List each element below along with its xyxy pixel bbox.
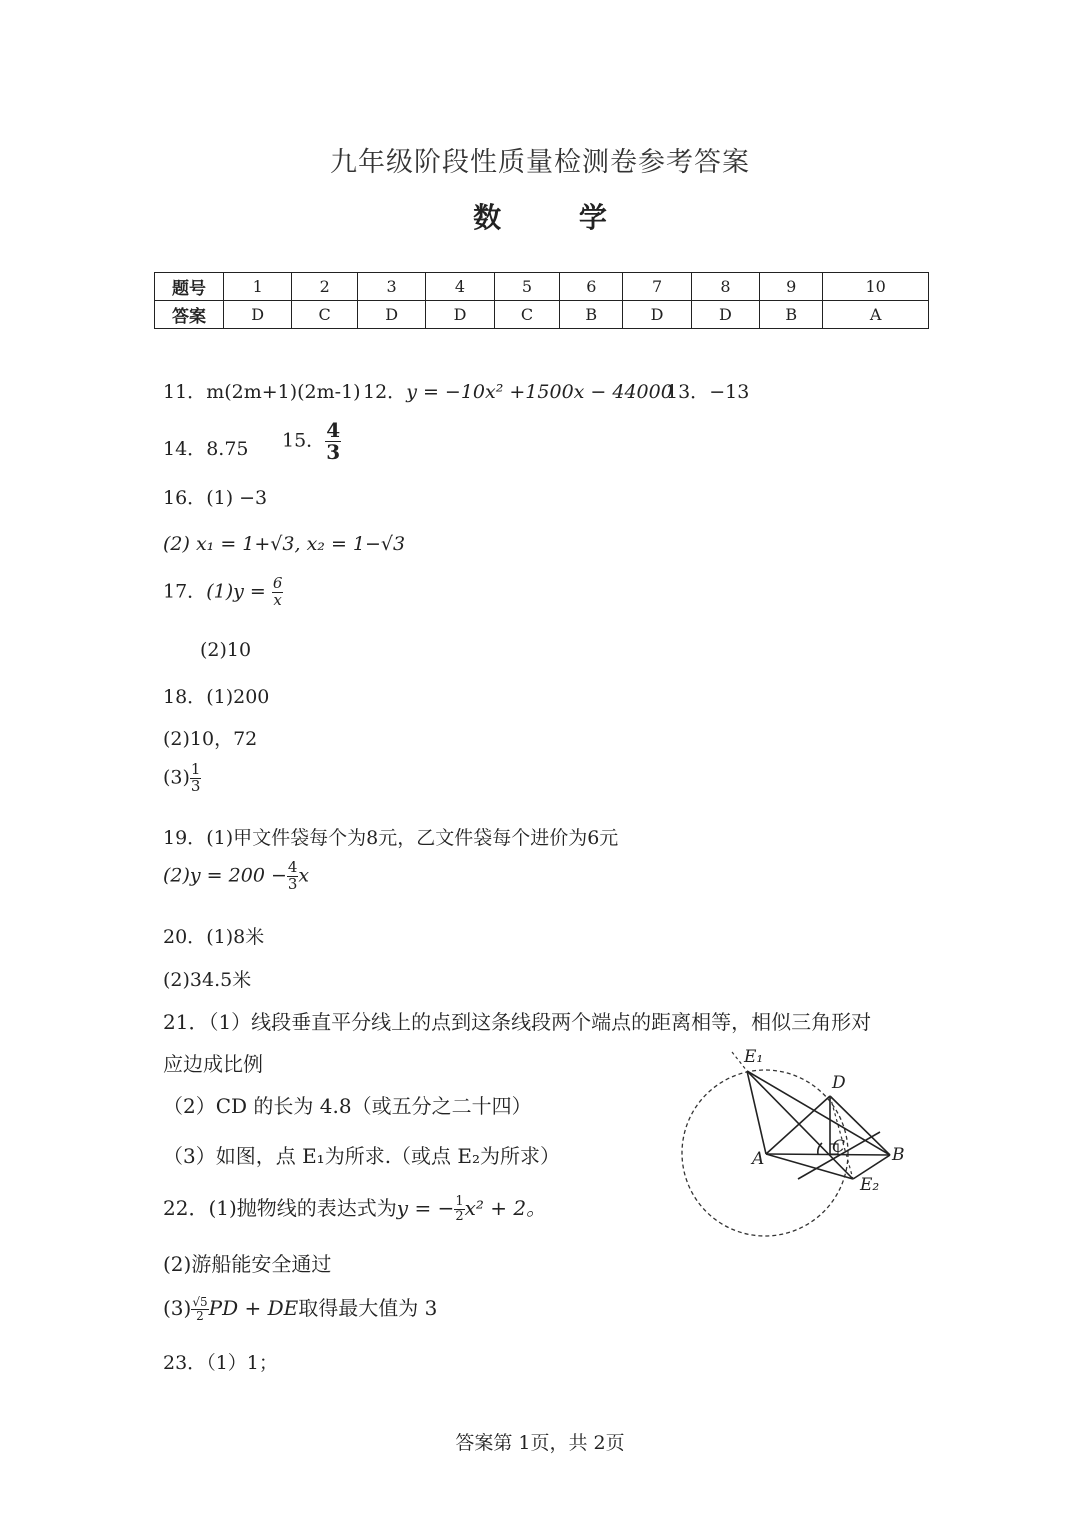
q22-1-denominator: 2 — [455, 1209, 464, 1224]
answer-table — [154, 272, 929, 329]
q22-1-numerator: 1 — [455, 1194, 464, 1210]
answer-cell: B — [760, 301, 823, 329]
q22-3-fraction — [191, 1296, 208, 1322]
q17-1-prefix: (1)y = — [206, 580, 266, 603]
segment-e1-b — [747, 1071, 890, 1155]
q20-1-text: (1)8米 — [206, 926, 265, 948]
q19-number: 19． — [163, 827, 207, 849]
q18-1-text: (1)200 — [206, 686, 270, 708]
q23-number: 23． — [163, 1352, 207, 1374]
q22-1-fraction — [454, 1195, 464, 1223]
question-number-cell: 10 — [823, 273, 929, 301]
q22-3-numerator: √5 — [192, 1295, 208, 1310]
answer-cell: C — [494, 301, 560, 329]
q19-2-fraction — [287, 860, 299, 893]
question-number-cell: 1 — [224, 273, 292, 301]
q14-text: 8.75 — [206, 438, 249, 460]
answer-table-answer-row — [155, 301, 929, 329]
answer-q17-1 — [163, 576, 283, 609]
q22-1-expr-a: y = − — [396, 1196, 455, 1220]
geometry-figure — [670, 1040, 920, 1250]
q19-2-denominator: 3 — [287, 874, 298, 893]
answer-q12 — [363, 377, 673, 404]
label-e1: E₁ — [744, 1047, 764, 1067]
row-label-answer: 答案 — [155, 301, 224, 329]
question-number-cell: 2 — [292, 273, 358, 301]
question-number-cell: 4 — [426, 273, 494, 301]
q15-fraction — [325, 420, 341, 463]
answer-q20-1 — [163, 922, 264, 949]
q19-2-suffix: x — [298, 864, 310, 887]
q18-2-text: (2)10，72 — [163, 728, 258, 750]
label-d: D — [832, 1073, 846, 1093]
answer-q16-2 — [163, 533, 405, 555]
q17-2-text: (2)10 — [200, 639, 252, 661]
answer-q22-2 — [163, 1248, 331, 1277]
question-number-cell: 7 — [623, 273, 691, 301]
q22-number: 22． — [163, 1196, 209, 1220]
answer-q15 — [282, 420, 341, 463]
answer-cell: C — [292, 301, 358, 329]
q22-2-text: (2)游船能安全通过 — [163, 1252, 332, 1276]
answer-q16-1 — [163, 483, 267, 510]
q15-number: 15． — [282, 429, 326, 452]
answer-cell: D — [623, 301, 691, 329]
answer-q18-2 — [163, 724, 257, 751]
q17-denominator: x — [273, 590, 282, 609]
q15-numerator: 4 — [326, 418, 341, 442]
row-label-question: 题号 — [155, 273, 224, 301]
q17-numerator: 6 — [272, 574, 283, 592]
label-a: A — [752, 1149, 765, 1169]
q23-1-text: （1）1； — [206, 1352, 278, 1374]
q21-1b-text: 应边成比例 — [163, 1052, 263, 1076]
q18-3-prefix: (3) — [163, 766, 190, 789]
q20-number: 20． — [163, 926, 207, 948]
q22-1-expr-b: x² + 2。 — [464, 1196, 547, 1220]
answer-q21-1a — [163, 1006, 871, 1035]
q21-2-text: （2）CD 的长为 4.8（或五分之二十四） — [163, 1094, 532, 1118]
answer-q22-1 — [163, 1192, 546, 1224]
answer-q13 — [666, 377, 749, 404]
answer-q21-3 — [163, 1140, 560, 1169]
q13-number: 13． — [666, 381, 710, 403]
q18-3-numerator: 1 — [190, 760, 201, 778]
q11-number: 11． — [163, 381, 207, 403]
q15-denominator: 3 — [326, 440, 341, 464]
q12-text: y = −10x² +1500x − 44000 — [406, 381, 673, 403]
q22-3-suffix: 取得最大值为 3 — [298, 1296, 438, 1320]
answer-q17-2 — [200, 639, 251, 661]
answer-cell: D — [426, 301, 494, 329]
answer-cell: D — [224, 301, 292, 329]
question-number-cell: 3 — [357, 273, 425, 301]
q21-1a-text: （1）线段垂直平分线上的点到这条线段两个端点的距离相等，相似三角形对 — [208, 1010, 872, 1034]
label-b: B — [892, 1145, 905, 1165]
q19-2-prefix: (2)y = 200 − — [163, 864, 287, 887]
answer-q19-2 — [163, 860, 309, 893]
answer-q11 — [163, 377, 361, 404]
q18-3-fraction — [190, 762, 202, 795]
q19-2-numerator: 4 — [287, 858, 298, 876]
answer-q21-1b — [163, 1048, 263, 1077]
q21-3-text: （3）如图，点 E₁为所求.（或点 E₂为所求） — [163, 1144, 561, 1168]
segment-e1-a — [747, 1071, 766, 1154]
question-number-cell: 5 — [494, 273, 560, 301]
q17-number: 17． — [163, 580, 207, 603]
q16-2-text: (2) x₁ = 1+√3, x₂ = 1−√3 — [163, 533, 406, 555]
q13-text: −13 — [709, 381, 750, 403]
q16-1-text: (1) −3 — [206, 487, 268, 509]
q22-3-denominator: 2 — [196, 1309, 204, 1323]
segment-a-b — [766, 1154, 890, 1155]
answer-cell: B — [560, 301, 623, 329]
q20-2-text: (2)34.5米 — [163, 969, 252, 991]
answer-cell: D — [691, 301, 759, 329]
q11-text: m(2m+1)(2m-1) — [206, 381, 361, 403]
q17-fraction — [272, 576, 284, 609]
q19-1-text: (1)甲文件袋每个为8元，乙文件袋每个进价为6元 — [206, 827, 619, 849]
answer-table-question-row — [155, 273, 929, 301]
label-c: C — [832, 1137, 846, 1157]
question-number-cell: 8 — [691, 273, 759, 301]
page-title: 九年级阶段性质量检测卷参考答案 — [330, 147, 750, 178]
q22-3-expr: PD + DE — [208, 1296, 299, 1320]
q18-3-denominator: 3 — [190, 776, 201, 795]
label-e2: E₂ — [860, 1175, 880, 1195]
answer-q20-2 — [163, 965, 251, 992]
answer-q18-1 — [163, 682, 269, 709]
answer-q14 — [163, 434, 249, 461]
answer-cell: D — [357, 301, 425, 329]
q22-1-prefix: (1)抛物线的表达式为 — [208, 1196, 397, 1220]
question-number-cell: 9 — [760, 273, 823, 301]
question-number-cell: 6 — [560, 273, 623, 301]
answer-q23-1 — [163, 1348, 278, 1375]
answer-q18-3 — [163, 762, 201, 795]
q18-number: 18． — [163, 686, 207, 708]
answer-q19-1 — [163, 823, 618, 850]
q22-3-prefix: (3) — [163, 1296, 192, 1320]
q14-number: 14． — [163, 438, 207, 460]
answer-q21-2 — [163, 1090, 532, 1119]
subject-title: 数 学 — [473, 201, 641, 234]
answer-q22-3 — [163, 1292, 437, 1323]
q12-number: 12． — [363, 381, 407, 403]
q16-number: 16． — [163, 487, 207, 509]
page-footer: 答案第 1页，共 2页 — [455, 1432, 625, 1454]
q21-number: 21． — [163, 1010, 209, 1034]
answer-cell: A — [823, 301, 929, 329]
